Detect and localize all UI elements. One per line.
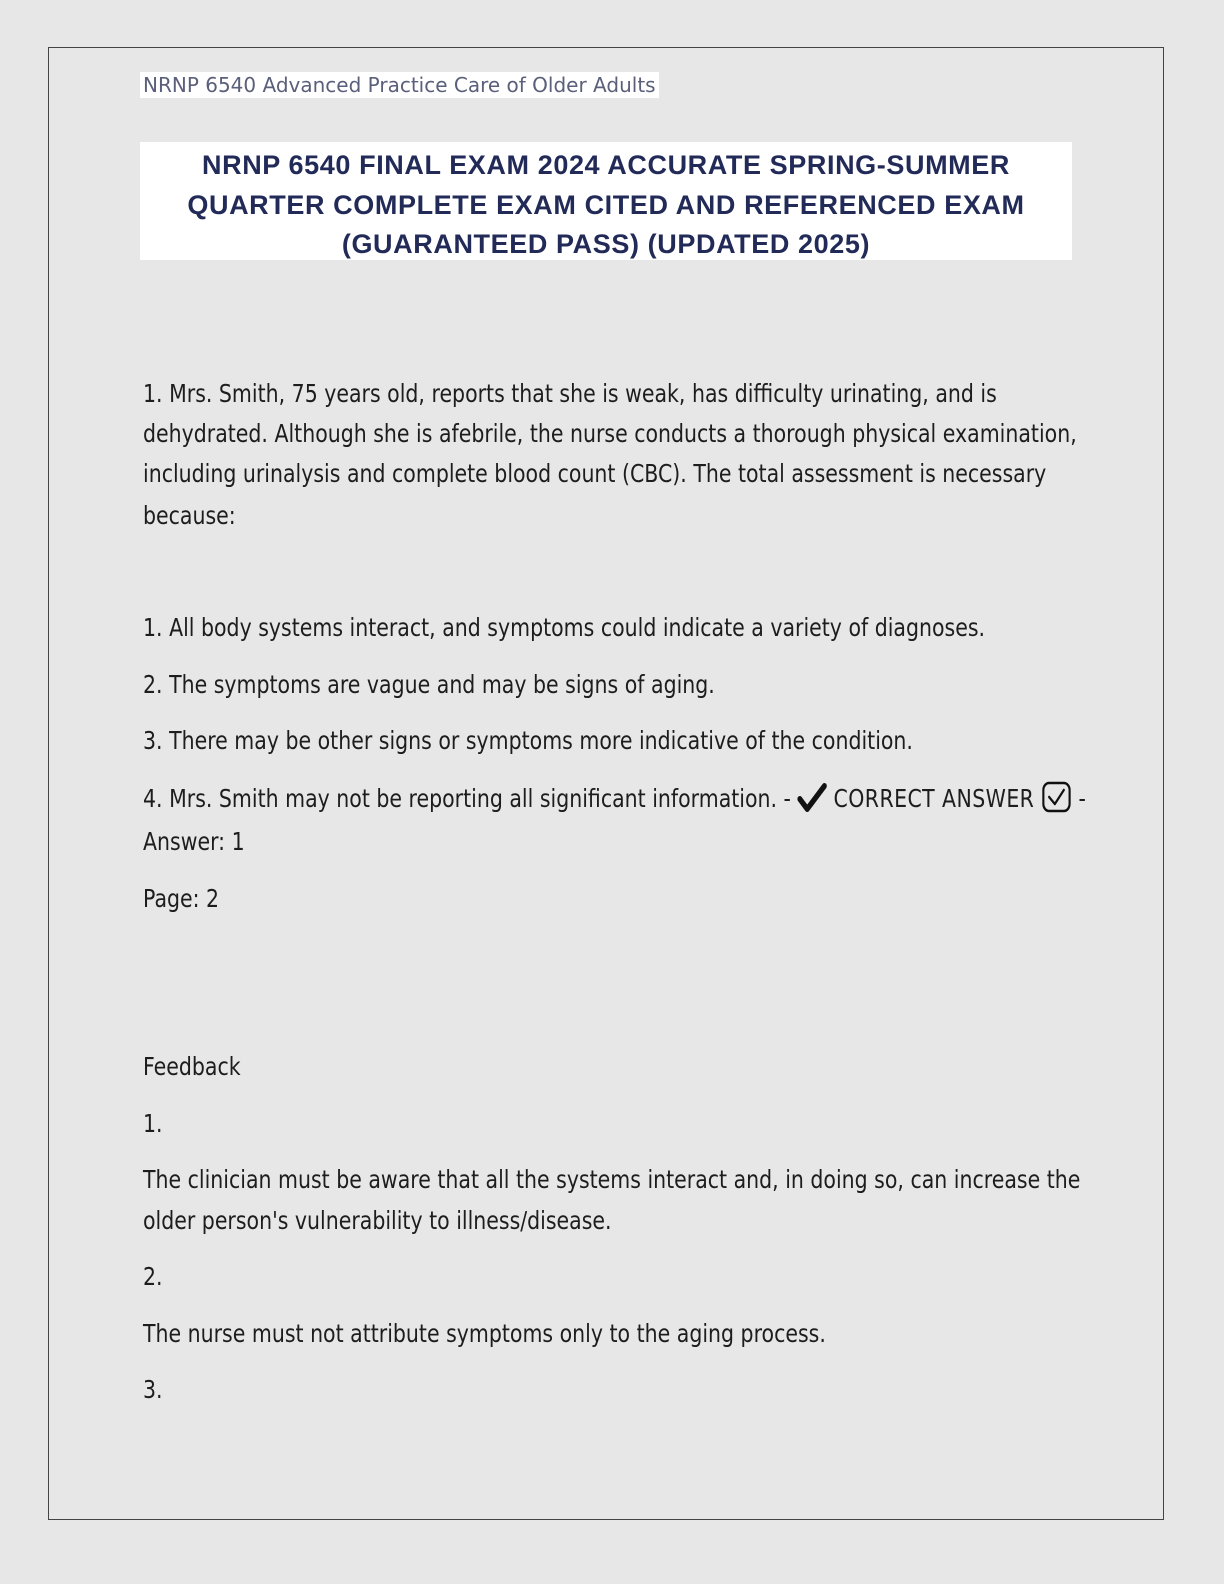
page-reference: Page: 2: [143, 884, 220, 913]
option-3: 3. There may be other signs or symptoms more indicative of the condition.: [143, 726, 913, 755]
feedback-item-1-line-1: The clinician must be aware that all the systems interact and, in doing so, can increase the: [143, 1165, 1081, 1194]
correct-answer-label: CORRECT ANSWER: [833, 784, 1035, 813]
document-title: [140, 142, 1072, 260]
title-line-1: NRNP 6540 FINAL EXAM 2024 ACCURATE SPRING-SUMMER: [202, 150, 1010, 180]
question-line-4: because:: [143, 501, 236, 530]
feedback-item-1-number: 1.: [143, 1109, 163, 1138]
option-2: 2. The symptoms are vague and may be signs of aging.: [143, 670, 715, 699]
option-4-row: [143, 779, 1086, 825]
option-4: 4. Mrs. Smith may not be reporting all significant information. -: [143, 784, 791, 813]
option-1: 1. All body systems interact, and symptoms could indicate a variety of diagnoses.: [143, 613, 986, 642]
feedback-item-1-line-2: older person's vulnerability to illness/disease.: [143, 1206, 612, 1235]
title-line-3: (GUARANTEED PASS) (UPDATED 2025): [341, 229, 871, 259]
question-line-3: including urinalysis and complete blood count (CBC). The total assessment is necessary: [143, 459, 1047, 488]
answer-line: Answer: 1: [143, 827, 245, 856]
feedback-heading: Feedback: [143, 1052, 241, 1081]
feedback-item-2-number: 2.: [143, 1262, 163, 1291]
check-mark-icon: [797, 783, 827, 825]
title-line-2: QUARTER COMPLETE EXAM CITED AND REFERENCED EXAM: [187, 189, 1025, 220]
feedback-item-2-text: The nurse must not attribute symptoms only to the aging process.: [143, 1319, 826, 1348]
question-line-2: dehydrated. Although she is afebrile, the nurse conducts a thorough physical examination,: [143, 419, 1077, 448]
feedback-item-3-number: 3.: [143, 1375, 163, 1404]
question-line-1: 1. Mrs. Smith, 75 years old, reports that she is weak, has difficulty urinating, and is: [143, 379, 997, 408]
course-header: NRNP 6540 Advanced Practice Care of Older Adults: [140, 72, 659, 98]
answer-dash: -: [1078, 784, 1086, 813]
checkbox-checked-icon: [1041, 781, 1072, 825]
